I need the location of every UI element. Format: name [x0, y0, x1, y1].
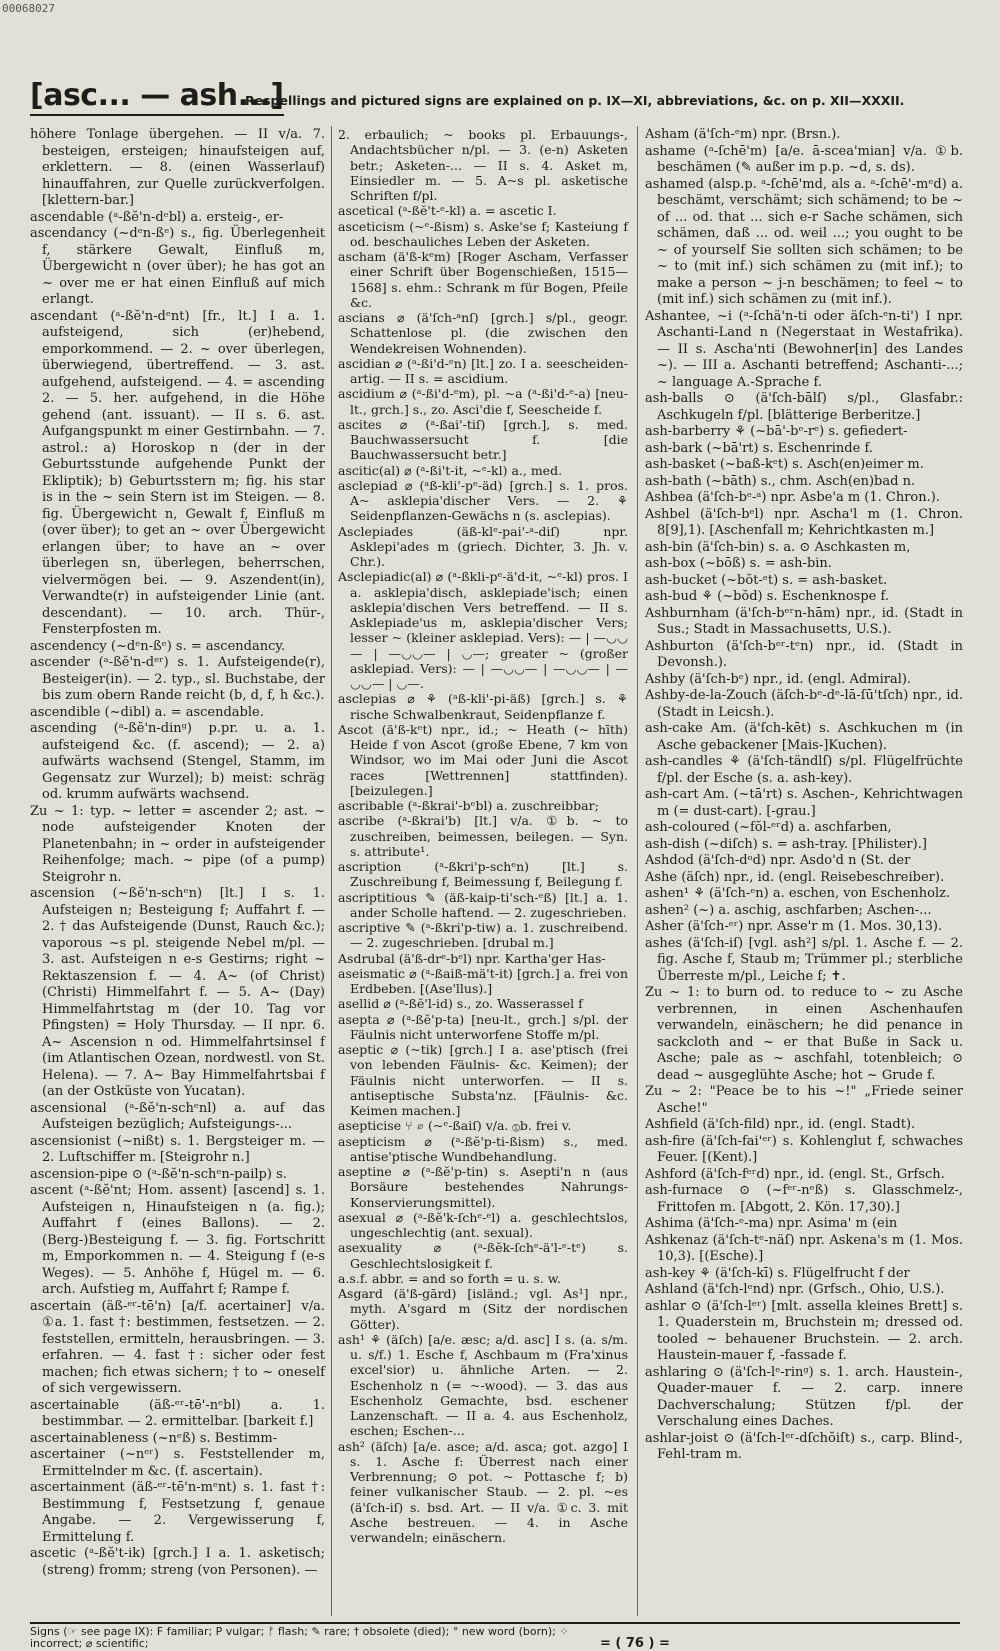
dictionary-entry: ascetic (ᵃ-ßĕ't-ik) [grch.] I a. 1. asketisch; (streng) fromm; streng (von Personen). — — [30, 1546, 325, 1578]
dictionary-entry: ascertain (äß-ᵉʳ-tē'n) [a/f. acertainer] v/a. ①a. 1. fast †: bestimmen, festsetzen. — 2. feststellen, ermitteln, herausbringen. — 3. erfahren. — 4. fast †: sicher oder fest machen; fich etwas sichern; † to ~ oneself of sich vergewissern. — [30, 1298, 325, 1396]
dictionary-entry: aseptic ⌀ (~tik) [grch.] I a. ase'ptisch (frei von lebenden Fäulnis- &c. Keimen); der Fäulnis nicht unterworfen. — II s. antiseptische Substa'nz. [Fäulnis- &c. Keimen machen.] — [338, 1042, 628, 1118]
dictionary-entry: ascertainable (äß-ᵉʳ-tē'-nᵉbl) a. 1. bestimmbar. — 2. ermittelbar. [barkeit f.] — [30, 1397, 325, 1429]
dictionary-entry: ash-cart Am. (~tā'rt) s. Aschen-, Kehrichtwagen m (= dust-cart). [-grau.] — [645, 787, 963, 819]
dictionary-entry: ashes (ä'ſch-iſ) [vgl. ash²] s/pl. 1. Asche f. — 2. fig. Asche f, Staub m; Trümmer pl.; sterbliche Überreste m/pl., Leiche f; ✝. — [645, 935, 963, 984]
dictionary-entry: Ashburnham (ä'ſch-bᵉʳn-hām) npr., id. (Stadt in Sus.; Stadt in Massachusetts, U.S.). — [645, 605, 963, 637]
dictionary-entry: ash-dish (~diſch) s. = ash-tray. [Philister).] — [645, 836, 927, 852]
dictionary-entry: ascites ⌀ (ᵃ-ßai'-tiſ) [grch.], s. med. Bauchwassersucht f. [die Bauchwassersucht betr.] — [338, 416, 628, 463]
dictionary-entry: ascertainer (~nᵉʳ) s. Feststellender m, Ermittelnder m &c. (f. ascertain). — [30, 1447, 325, 1479]
dictionary-entry: Ashantee, ~i (ᵃ-ſchä'n-ti oder äſch-ᵉn-ti') I npr. Aschanti-Land n (Negerstaat in Westafrika). — II s. Ascha'nti (Bewohner[in] des Landes ~). — III a. Aschanti betreffend; Aschanti-...; ~ language A.-Sprache f. — [645, 308, 963, 390]
dictionary-entry: ashlar-joist ⊙ (ä'ſch-lᵉʳ-dſchŏiſt) s., carp. Blind-, Fehl-tram m. — [645, 1430, 963, 1462]
dictionary-entry: ash-furnace ⊙ (~fᵉʳ-nᵉß) s. Glasschmelz-, Frittofen m. [Abgott, 2. Kön. 17,30).] — [645, 1183, 963, 1215]
dictionary-entry: ascensional (ᵃ-ßĕ'n-schᵉnl) a. auf das Aufsteigen bezüglich; Aufsteigungs-... — [30, 1100, 325, 1132]
dictionary-entry: ashamed (alsp.p. ᵃ-ſchē'md, als a. ᵃ-ſchē'-mᵉd) a. beschämt, verschämt; sich schämend; to be ~ of ... od. that ... sich e-r Sache schämen, sich schämen, daß ... od. weil ...; you ought to be ~ of yourself Sie sollten sich schämen; to be ~ to (mit inf.) sich schämen zu (mit inf.); to make a person ~ j-n beschämen; to feel ~ to (mit inf.) sich schämen zu (mit inf.). — [645, 176, 963, 307]
dictionary-entry: ash-barberry ⚘ (~bā'-bᵉ-rᵉ) s. gefiedert- — [645, 424, 908, 439]
dictionary-entry: Zu ~ 1: to burn od. to reduce to ~ zu Asche verbrennen, in einen Aschenhaufen verwandeln, einäschern; he did penance in sackcloth and ~ er that Buße in Sack u. Asche; pale as ~ aschfahl, totenbleich; ⊙ dead ~ ausgeglühte Asche; hot ~ Grude f. — [645, 985, 963, 1083]
dictionary-entry: ashame (ᵃ-ſchē'm) [a/e. ā-scea'mian] v/a. ①b. beschämen (✎ außer im p.p. ~d, s. ds). — [645, 143, 963, 175]
dictionary-entry: höhere Tonlage übergehen. — II v/a. 7. besteigen, ersteigen; hinaufsteigen auf, erklettern. — 8. (einen Wasserlauf) hinauffahren, zur Quelle zurückverfolgen. [klettern-bar.] — [30, 127, 325, 208]
dictionary-entry: Ashby-de-la-Zouch (äſch-bᵉ-dᵉ-lā-ſū'tſch) npr., id. (Stadt in Leicsh.). — [645, 688, 963, 720]
dictionary-entry: ash-bud ⚘ (~bŏd) s. Eschenknospe f. — [645, 589, 889, 604]
dictionary-entry: ash-bark (~bā'rt) s. Eschenrinde f. — [645, 440, 873, 456]
dictionary-entry: Asham (ä'ſch-ᵉm) npr. (Brsn.). — [645, 127, 841, 142]
dictionary-entry: Ashbel (ä'ſch-bᵉl) npr. Ascha'l m (1. Chron. 8[9],1). [Aschenfall m; Kehrichtkasten m.] — [645, 506, 963, 538]
dictionary-entry: a.s.f. abbr. = and so forth = u. s. w. — [338, 1270, 561, 1286]
dictionary-entry: Ashkenaz (ä'ſch-tᵉ-näſ) npr. Askena's m (1. Mos. 10,3). [(Esche).] — [645, 1232, 963, 1264]
dictionary-entry: asellid ⌀ (ᵃ-ßĕ'l-id) s., zo. Wasserassel f — [338, 996, 583, 1012]
dictionary-entry: aseptine ⌀ (ᵃ-ßĕ'p-tin) s. Asepti'n n (aus Borsäure bestehendes Nahrungs-Konservierungsmittel). — [338, 1164, 628, 1210]
dictionary-entry: Ashima (ä'ſch-ᵉ-ma) npr. Asima' m (ein — [645, 1216, 898, 1231]
dictionary-entry: Zu ~ 1: typ. ~ letter = ascender 2; ast. ~ node aufsteigender Knoten der Planetenbahn; in ~ order in aufsteigender Reihenfolge; mach. ~ pipe (of a pump) Steigrohr n. — [30, 803, 325, 885]
dictionary-entry: ascent (ᵃ-ßĕ'nt; Hom. assent) [ascend] s. 1. Aufsteigen n, Hinaufsteigen n (a. fig.); Auffahrt f (eines Ballons). — 2. (Berg-)Besteigung f. — 3. fig. Fortschritt m, Emporkommen n. — 4. Steigung f (e-s Weges). — 5. Anhöhe f, Hügel m. — 6. arch. Aufstieg m, Auffahrt f; Rampe f. — [30, 1183, 325, 1297]
page-header — [30, 80, 960, 120]
dictionary-entry: asclepiad ⌀ (ᵃß-kli'-pᵉ-äd) [grch.] s. 1. pros. A~ asklepia'discher Vers. — 2. ⚘ Seidenpflanzen-Gewächs n (s. asclepias). — [338, 477, 628, 524]
dictionary-entry: ascensionist (~nißt) s. 1. Bergsteiger m. — 2. Luftschiffer m. [Steigrohr n.] — [30, 1133, 325, 1165]
dictionary-entry: ascians ⌀ (ä'ſch-ᵃnſ) [grch.] s/pl., geogr. Schattenlose pl. (die zwischen den Wendekreisen Wohnenden). — [338, 310, 628, 356]
dictionary-entry: ascending (ᵃ-ßĕ'n-dinᵍ) p.pr. u. a. 1. aufsteigend &c. (f. ascend); — 2. a) aufwärts wachsend (Stengel, Stamm, im Gegensatz zur Wurzel); b) meist: schräg od. krumm aufwärts wachsend. — [30, 721, 325, 802]
dictionary-entry: ascidian ⌀ (ᵃ-ßi'd-ᵉn) [lt.] zo. I a. seescheiden-artig. — II s. = ascidium. — [338, 355, 628, 386]
dictionary-entry: ash² (äſch) [a/e. asce; a/d. asca; got. azgo] I s. 1. Asche f: Überrest nach einer Verbrennung; ⊙ pot. ~ Pottasche f; b) feiner vulkanischer Staub. — 2. pl. ~es (ä'ſch-iſ) s. bsd. Art. — II v/a. ①c. 3. mit Asche bestreuen. — 4. in Asche verwandeln; einäschern. — [338, 1438, 628, 1545]
dictionary-entry: ascetical (ᵃ-ßĕ't-ᵉ-kl) a. = ascetic I. — [338, 203, 557, 219]
scan-id: 00068027 — [2, 2, 55, 15]
column-3 — [645, 127, 963, 1464]
dictionary-entry: Asher (ä'ſch-ᵉʳ) npr. Asse'r m (1. Mos. 30,13). — [645, 919, 943, 934]
dictionary-entry: asexual ⌀ (ᵃ-ßĕ'k-ſchᵉ-ᵉl) a. geschlechtslos, ungeschlechtig (ant. sexual). — [338, 1209, 628, 1240]
dictionary-entry: Ascot (ä'ß-kᵉt) npr., id.; ~ Heath (~ hīth) Heide f von Ascot (große Ebene, 7 km von Windsor, wo im Mai oder Juni die Ascot races [Wettrennen] stattfinden). [beizulegen.] — [338, 721, 628, 798]
dictionary-entry: ascriptive ✎ (ᵃ-ßkri'p-tiw) a. 1. zuschreibend. — 2. zugeschrieben. [drubal m.] — [338, 920, 628, 951]
dictionary-entry: ash-basket (~baß-kᵉt) s. Asch(en)eimer m. — [645, 457, 924, 472]
dictionary-entry: Ashfield (ä'ſch-fild) npr., id. (engl. Stadt). — [645, 1117, 916, 1132]
dictionary-entry: Zu ~ 2: "Peace be to his ~!" „Friede seiner Asche!" — [645, 1084, 963, 1116]
dictionary-entry: aseismatic ⌀ (ᵃ-ßaiß-mä't-it) [grch.] a. frei von Erdbeben. [(Ase'llus).] — [338, 965, 628, 996]
dictionary-entry: ascribable (ᵃ-ßkrai'-bᵉbl) a. zuschreibbar; — [338, 798, 599, 813]
dictionary-entry: ascendant (ᵃ-ßĕ'n-dᵉnt) [fr., lt.] I a. 1. aufsteigend, sich (er)hebend, emporkommend. — 2. ~ over überlegen, überwiegend, übertreffend. — 3. ast. aufgehend, aufsteigend. — 4. = ascending 2. — 5. her. aufgehend, in die Höhe gehend (ant. issuant). — II s. 6. ast. Aufgangspunkt m einer Gestirnbahn. — 7. astrol.: a) Horoskop n (der in der Geburtsstunde aufgehende Punkt der Ekliptik); b) Geburtsstern m; fig. his star is in the ~ sein Stern ist im Steigen. — 8. fig. Übergewicht n, Gewalt f, Einfluß m (over über); to get an ~ over Übergewicht erlangen über; to have an ~ over überlegen sn, überlegen, beherrschen, vielvermögen bei. — 9. Aszendent(in), Verwandte(r) in aufsteigender Linie (ant. descendant). — 10. arch. Thür-, Fensterpfosten m. — [30, 308, 325, 637]
dictionary-entry: Asclepiades (äß-klᵉ-pai'-ᵃ-diſ) npr. Asklepi'ades m (griech. Dichter, 3. Jh. v. Chr.). — [338, 523, 628, 569]
page-number: = ( 76 ) = — [600, 1636, 670, 1651]
dictionary-entry: ashlaring ⊙ (ä'ſch-lᵉ-rinᵍ) s. 1. arch. Haustein-, Quader-mauer f. — 2. carp. innere Dachverschalung; Stützen f/pl. der Verschalung eines Daches. — [645, 1364, 963, 1429]
footer-rule — [30, 1622, 960, 1624]
dictionary-entry: Ashby (ä'ſch-bᵉ) npr., id. (engl. Admiral). — [645, 671, 912, 687]
dictionary-entry: ash-balls ⊙ (ä'ſch-bālſ) s/pl., Glasfabr.: Aschkugeln f/pl. [blätterige Berberitze.] — [645, 391, 963, 423]
dictionary-entry: ascension (~ßĕ'n-schᵉn) [lt.] I s. 1. Aufsteigen n; Besteigung f; Auffahrt f. — 2. † das Aufsteigende (Dunst, Rauch &c.); vaporous ~s pl. steigende Nebel m/pl. — 3. ast. Aufsteigen n e-s Gestirns; right ~ Rektaszension f. — 4. A~ (of Christ) (Christi) Himmelfahrt f. — 5. A~ (Day) Himmelfahrtstag m (der 10. Tag vor Pfingsten) = Holy Thursday. — II npr. 6. A~ Ascension n od. Himmelfahrtsinsel f (im Atlantischen Ozean, nordwestl. von St. Helena). — 7. A~ Bay Himmelfahrtsbai f (an der Ostküste von Yucatan). — [30, 886, 325, 1099]
dictionary-entry: Ashford (ä'ſch-fᵉʳd) npr., id. (engl. St., Grfsch. — [645, 1166, 945, 1182]
dictionary-entry: ash-fire (ä'ſch-fai'ᵉʳ) s. Kohlenglut f, schwaches Feuer. [(Kent).] — [645, 1133, 963, 1165]
dictionary-entry: asexuality ⌀ (ᵃ-ßĕk-ſchᵉ-ä'l-ᵉ-tᵉ) s. Geschlechtslosigkeit f. — [338, 1240, 628, 1271]
dictionary-entry: ash-key ⚘ (ä'ſch-kī) s. Flügelfrucht f der — [645, 1265, 910, 1281]
dictionary-entry: Ashdod (ä'ſch-dᵒd) npr. Asdo'd n (St. der — [645, 853, 911, 868]
dictionary-entry: ascidium ⌀ (ᵃ-ßi'd-ᵉm), pl. ~a (ᵃ-ßi'd-ᵉ-a) [neu-lt., grch.] s., zo. Asci'die f, Seescheide f. — [338, 386, 628, 417]
column-2 — [338, 127, 628, 1545]
dictionary-entry: ash-bath (~bāth) s., chm. Asch(en)bad n. — [645, 473, 916, 489]
dictionary-entry: ascertainableness (~nᵉß) s. Bestimm- — [30, 1430, 278, 1446]
dictionary-entry: Asdrubal (ä'ß-drᵉ-bᵉl) npr. Kartha'ger Has- — [338, 950, 606, 966]
dictionary-entry: Ashbea (ä'ſch-bᵉ-ᵃ) npr. Asbe'a m (1. Chron.). — [645, 490, 940, 505]
header-note: Respellings and pictured signs are explained on p. IX—XI, abbreviations, &c. on p. XII—XXXII. — [245, 93, 905, 108]
dictionary-entry: ascitic(al) ⌀ (ᵃ-ßi't-it, ~ᵉ-kl) a., med. — [338, 462, 563, 478]
dictionary-entry: ash¹ ⚘ (äſch) [a/e. æsc; a/d. asc] I s. (a. s/m. u. s/f.) 1. Esche f, Aschbaum m (Fra'xinus excel'sior) u. ähnliche Arten. — 2. Eschenholz n (= ~-wood). — 3. das aus Eschenholz Gemachte, bsd. eschener Lanzenschaft. — II a. 4. aus Eschenholz, eschen; Eschen-... — [338, 1331, 628, 1439]
dictionary-entry: ascender (ᵃ-ßĕ'n-dᵉʳ) s. 1. Aufsteigende(r), Besteiger(in). — 2. typ., sl. Buchstabe, der bis zum obern Rande reicht (b, d, f, h &c.). — [30, 655, 325, 703]
dictionary-entry: ascription (ᵃ-ßkri'p-schᵉn) [lt.] s. Zuschreibung f, Beimessung f, Beilegung f. — [338, 859, 628, 890]
dictionary-entry: ash-coloured (~fŏl-ᵉʳd) a. aschfarben, — [645, 820, 892, 835]
dictionary-entry: ash-candles ⚘ (ä'ſch-tändlſ) s/pl. Flügelfrüchte f/pl. der Esche (s. a. ash-key). — [645, 754, 963, 786]
dictionary-entry: ascriptitious ✎ (äß-kaip-ti'sch-ᵉß) [lt.] a. 1. ander Scholle haftend. — 2. zugeschrieben. — [338, 889, 628, 920]
dictionary-entry: ascendable (ᵃ-ßĕ'n-dᵉbl) a. ersteig-, er- — [30, 209, 284, 225]
dictionary-entry: Ashburton (ä'ſch-bᵉʳ-tᵉn) npr., id. (Stadt in Devonsh.). — [645, 638, 963, 670]
dictionary-entry: asceticism (~ᵉ-ßism) s. Aske'se f; Kasteiung f od. beschauliches Leben der Asketen. — [338, 218, 628, 249]
dictionary-entry: Asclepiadic(al) ⌀ (ᵃ-ßkli-pᵉ-ä'd-it, ~ᵉ-kl) pros. I a. asklepia'disch, asklepiade'isch; einen asklepia'dischen Vers betreffend. — II s. Asklepiade'us m, asklepia'discher Vers; lesser ~ (kleiner asklepiad. Vers): — | —◡◡— | —◡◡— | ◡—; greater ~ (großer asklepiad. Vers): — | —◡◡— | —◡◡— | —◡◡— | ◡—. — [338, 569, 628, 691]
dictionary-entry: Ashe (äſch) npr., id. (engl. Reisebeschreiber). — [645, 869, 945, 885]
column-1 — [30, 127, 325, 1579]
header-range: [asc... — ash...] — [30, 78, 284, 113]
dictionary-entry: ashen² (~) a. aschig, aschfarben; Aschen-... — [645, 902, 932, 918]
column-divider — [637, 126, 638, 1616]
dictionary-entry: ashlar ⊙ (ä'ſch-lᵉʳ) [mlt. assella kleines Brett] s. 1. Quaderstein m, Bruchstein m; dressed od. tooled ~ behauener Bruchstein. — 2. arch. Haustein-mauer f, -fassade f. — [645, 1298, 963, 1363]
dictionary-entry: ascendible (~dibl) a. = ascendable. — [30, 704, 264, 720]
dictionary-entry: asepticism ⌀ (ᵃ-ßĕ'p-ti-ßism) s., med. antise'ptische Wundbehandlung. — [338, 1133, 628, 1164]
signs-legend: Signs (☞ see page IX): F familiar; P vulgar; ᚠ flash; ✎ rare; † obsolete (died); ° new word (born); ⁘ incorrect; ⌀ scientific; — [30, 1626, 569, 1650]
dictionary-entry: ascertainment (äß-ᵉʳ-tē'n-mᵉnt) s. 1. fast †: Bestimmung f, Festsetzung f, genaue Angabe. — 2. Vergewisserung f, Ermittelung f. — [30, 1480, 325, 1545]
dictionary-entry: 2. erbaulich; ~ books pl. Erbauungs-, Andachtsbücher n/pl. — 3. (e-n) Asketen betr.; Asketen-... — II s. 4. Asket m, Einsiedler m. — 5. A~s pl. asketische Schriften f/pl. — [338, 127, 628, 203]
dictionary-entry: ash-bin (ä'ſch-bin) s. a. ⊙ Aschkasten m, — [645, 539, 911, 555]
dictionary-entry: ascham (ä'ß-kᵉm) [Roger Ascham, Verfasser einer Schrift über Bogenschießen, 1515—1568] s. ehm.: Schrank m für Bogen, Pfeile &c. — [338, 249, 628, 310]
dictionary-entry: ascension-pipe ⊙ (ᵃ-ßĕ'n-schᵉn-pailp) s. — [30, 1166, 287, 1182]
dictionary-entry: asepta ⌀ (ᵃ-ßĕ'p-ta) [neu-lt., grch.] s/pl. der Fäulnis nicht unterworfene Stoffe m/pl. — [338, 1011, 628, 1042]
dictionary-entry: ascendancy (~dᵉn-ßᵉ) s., fig. Überlegenheit f, stärkere Gewalt, Einfluß m, Übergewicht n (over über); he has got an ~ over me er hat einen Einfluß auf mich erlangt. — [30, 226, 325, 307]
dictionary-entry: Ashland (ä'ſch-lᵉnd) npr. (Grfsch., Ohio, U.S.). — [645, 1282, 945, 1297]
dictionary-entry: asclepias ⌀ ⚘ (ᵃß-kli'-pi-äß) [grch.] s. ⚘ rische Schwalbenkraut, Seidenpflanze f. — [338, 691, 628, 722]
dictionary-entry: ash-cake Am. (ä'ſch-kēt) s. Aschkuchen m (in Asche gebackener [Mais-]Kuchen). — [645, 721, 963, 753]
dictionary-entry: ascendency (~dᵉn-ßᵉ) s. = ascendancy. — [30, 638, 286, 654]
dictionary-entry: ash-box (~bōß) s. = ash-bin. — [645, 556, 832, 571]
dictionary-entry: ascribe (ᵃ-ßkrai'b) [lt.] v/a. ①b. ~ to zuschreiben, beimessen, beilegen. — Syn. s. attribute¹. — [338, 813, 628, 859]
dictionary-entry: Asgard (ä'ß-gārd) [isländ.; vgl. As¹] npr., myth. A'sgard m (Sitz der nordischen Götter). — [338, 1286, 628, 1332]
column-divider — [331, 126, 332, 1616]
dictionary-entry: ash-bucket (~bŏt-ᵉt) s. = ash-basket. — [645, 572, 888, 588]
dictionary-entry: ashen¹ ⚘ (ä'ſch-ᵉn) a. eschen, von Eschenholz. — [645, 886, 951, 901]
dictionary-entry: asepticise ⑂ ⌀ (~ᵉ-ßaiſ) v/a. ①b. frei v. — [338, 1118, 572, 1134]
